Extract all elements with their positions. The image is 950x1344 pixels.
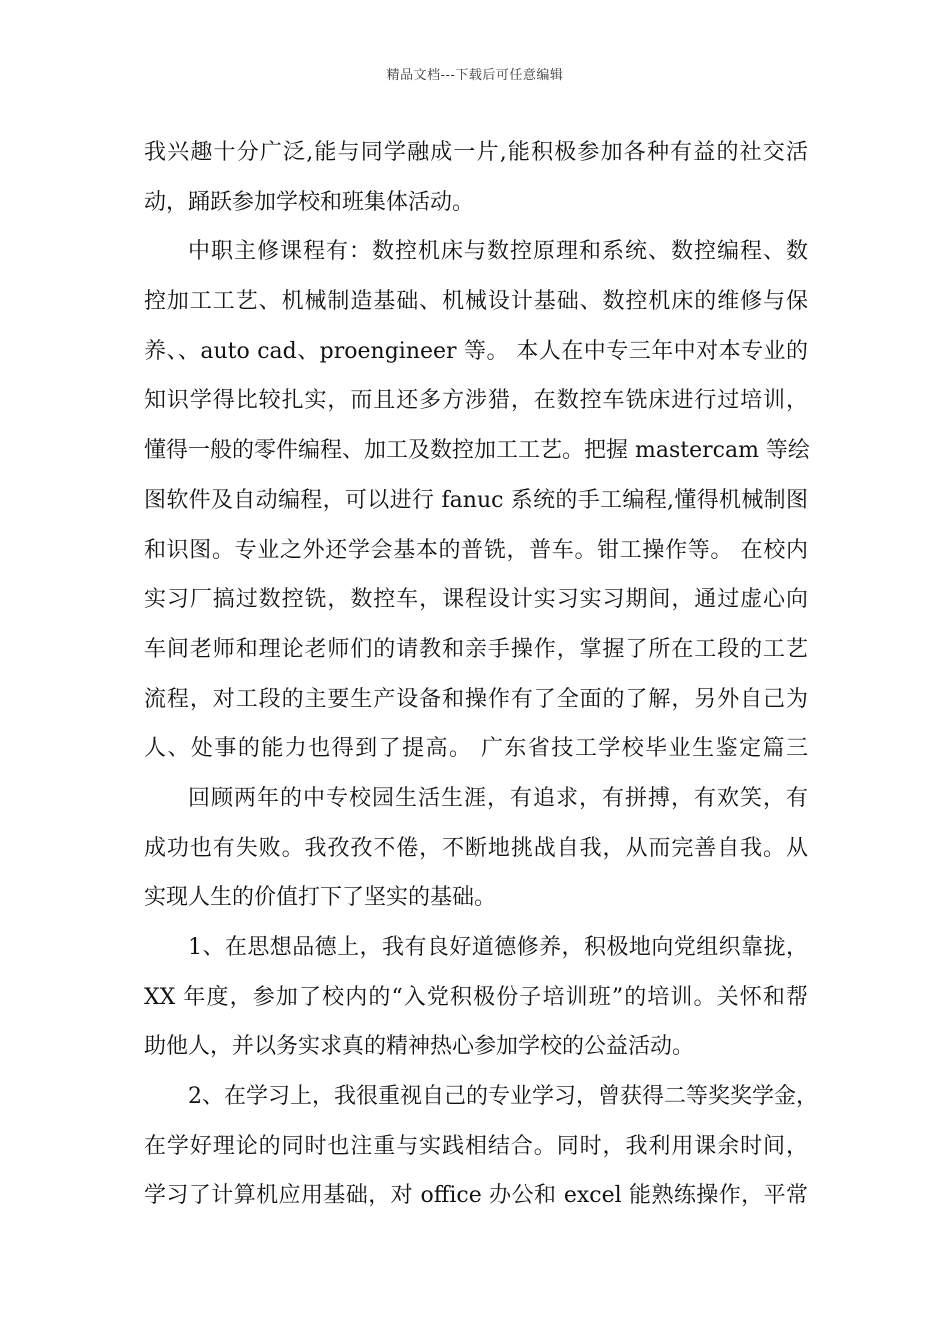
body-line: 成功也有失败。我孜孜不倦，不断地挑战自我，从而完善自我。从 (144, 835, 808, 861)
body-line: 车间老师和理论老师们的请教和亲手操作，掌握了所在工段的工艺 (144, 636, 808, 662)
body-line: 学习了计算机应用基础，对 office 办公和 excel 能熟练操作，平常 (144, 1183, 808, 1209)
body-line: 图软件及自动编程，可以进行 fanuc 系统的手工编程,懂得机械制图 (144, 487, 808, 513)
body-line: 回顾两年的中专校园生活生涯，有追求，有拼搏，有欢笑，有 (188, 785, 808, 811)
page-header: 精品文档---下载后可任意编辑 (386, 68, 564, 83)
body-line: XX 年度，参加了校内的“入党积极份子培训班”的培训。关怀和帮 (144, 984, 808, 1010)
body-line: 养、、auto cad、proengineer 等。 本人在中专三年中对本专业的 (144, 338, 808, 364)
body-line: 中职主修课程有：数控机床与数控原理和系统、数控编程、数 (188, 239, 808, 265)
body-line: 人、处事的能力也得到了提高。 广东省技工学校毕业生鉴定篇三 (144, 736, 808, 762)
body-line: 在学好理论的同时也注重与实践相结合。同时，我利用课余时间， (144, 1133, 808, 1159)
body-line: 实习厂搞过数控铣，数控车，课程设计实习实习期间，通过虚心向 (144, 587, 808, 613)
body-line: 懂得一般的零件编程、加工及数控加工工艺。把握 mastercam 等绘 (144, 438, 810, 464)
body-line: 我兴趣十分广泛,能与同学融成一片,能积极参加各种有益的社交活 (144, 140, 808, 165)
body-line: 和识图。专业之外还学会基本的普铣，普车。钳工操作等。 在校内 (144, 537, 808, 563)
body-line: 知识学得比较扎实，而且还多方涉猎，在数控车铣床进行过培训， (144, 388, 808, 414)
body-line: 2、在学习上，我很重视自己的专业学习，曾获得二等奖奖学金， (188, 1084, 818, 1110)
body-line: 1、在思想品德上，我有良好道德修养，积极地向党组织靠拢， (188, 935, 808, 960)
body-line: 动，踊跃参加学校和班集体活动。 (144, 189, 475, 215)
body-line: 控加工工艺、机械制造基础、机械设计基础、数控机床的维修与保 (144, 289, 808, 315)
document-body (144, 128, 818, 1221)
body-line: 流程，对工段的主要生产设备和操作有了全面的了解，另外自己为 (144, 686, 808, 712)
body-line: 实现人生的价值打下了坚实的基础。 (144, 885, 497, 911)
body-line: 助他人，并以务实求真的精神热心参加学校的公益活动。 (144, 1034, 695, 1060)
